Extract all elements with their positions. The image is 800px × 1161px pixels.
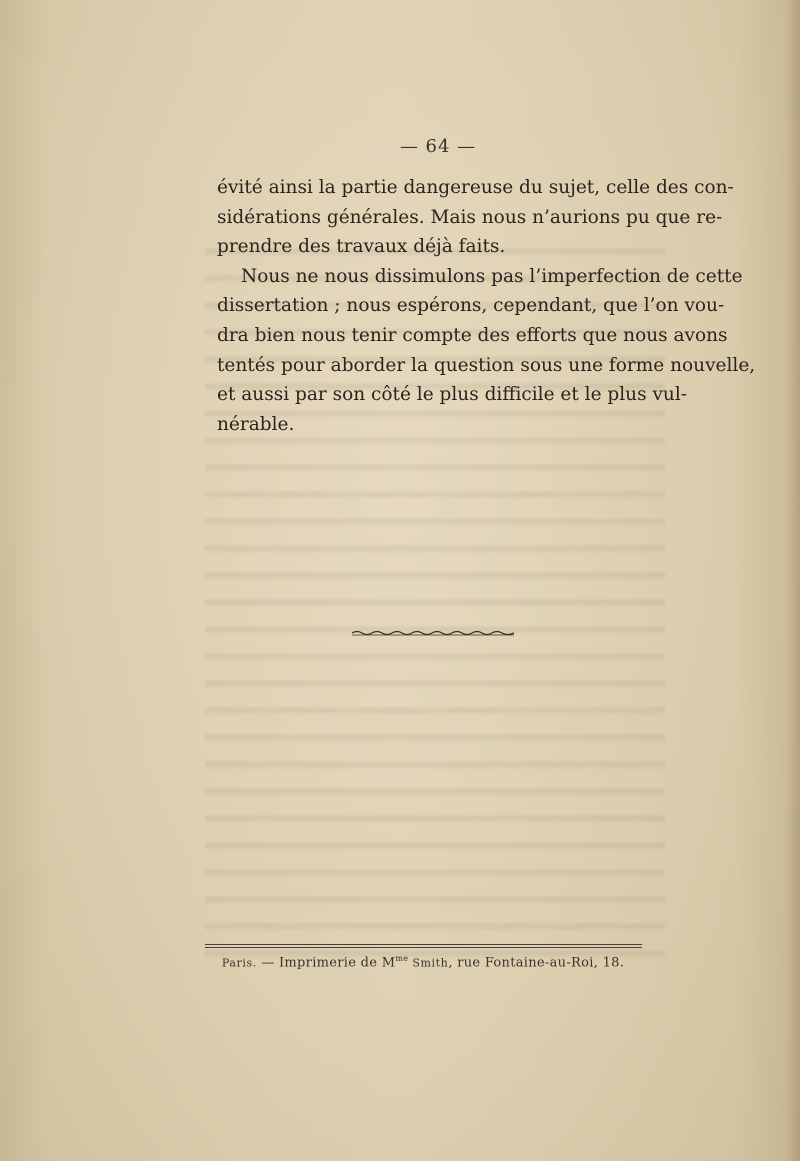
imprint-city: Paris. [221, 956, 257, 970]
imprint-address: , rue Fontaine-au-Roi, 18. [448, 955, 625, 971]
body-paragraphs [217, 173, 756, 439]
text-line: sidérations générales. Mais nous n’aurions pu que re- [217, 206, 723, 228]
text-line: tentés pour aborder la question sous une forme nouvelle, [217, 354, 756, 376]
page-number: — 64 — [399, 136, 477, 157]
printer-imprint [0, 954, 800, 970]
text-line: dissertation ; nous espérons, cependant, que l’on vou- [217, 295, 725, 317]
text-line: Nous ne nous dissimulons pas l’imperfection de cette [241, 265, 743, 287]
text-line: nérable. [217, 413, 295, 435]
text-line: et aussi par son côté le plus difficile et le plus vul- [217, 384, 688, 406]
footer-rule-bottom [205, 947, 642, 948]
text-line: évité ainsi la partie dangereuse du sujet, celle des con- [217, 177, 734, 198]
imprint-label: — Imprimerie de M [256, 955, 396, 971]
text-line: dra bien nous tenir compte des efforts que nous avons [217, 324, 728, 346]
imprint-printer-name: Smith [408, 956, 449, 970]
footer-rule-top [205, 944, 642, 945]
imprint-mme: me [395, 954, 409, 963]
text-line: prendre des travaux déjà faits. [217, 236, 506, 258]
ornamental-rule [352, 628, 514, 638]
